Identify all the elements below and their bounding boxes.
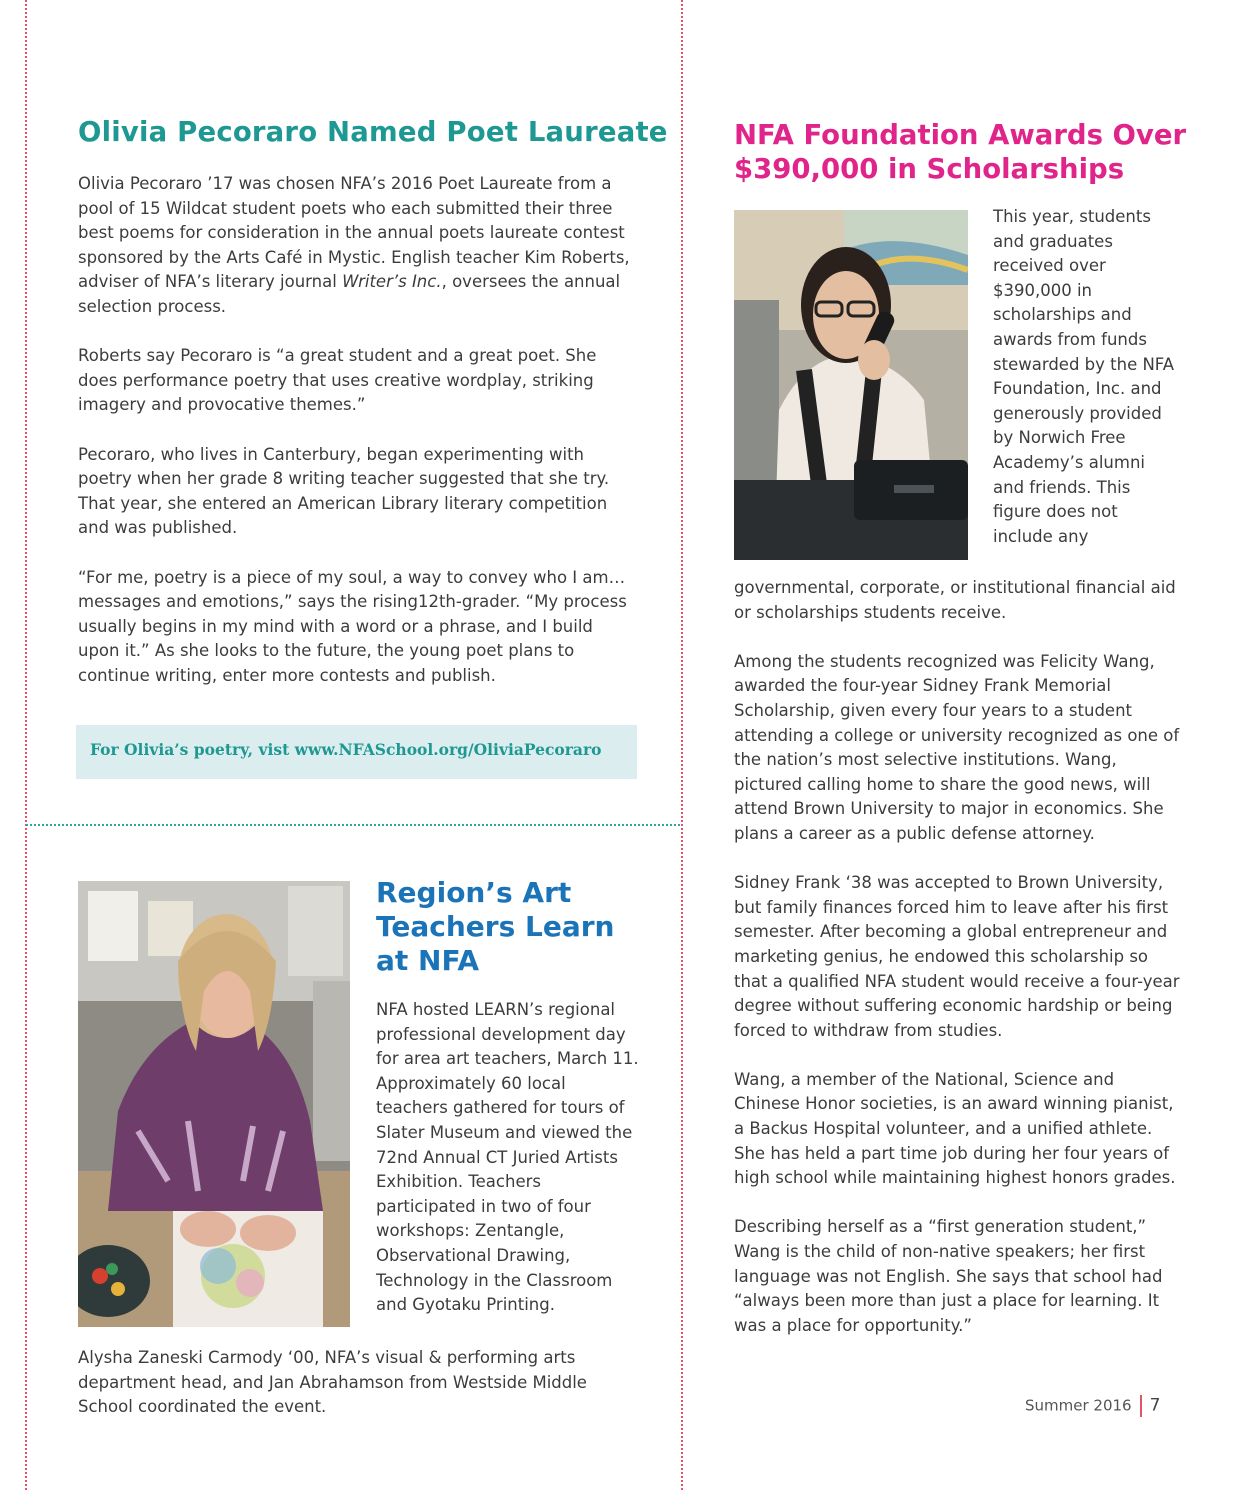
olivia-article-body [78, 172, 638, 713]
region-article-paragraph-2: Alysha Zaneski Carmody ‘00, NFA’s visual & performing arts department head, and Jan Abrahamson from Westside Middle School coordinated the event. [78, 1348, 587, 1417]
footer-divider [1140, 1395, 1142, 1417]
olivia-paragraph-1 [78, 172, 638, 320]
region-article-title: Region’s Art Teachers Learn at NFA [376, 876, 615, 977]
poetry-link-callout [76, 725, 637, 779]
nfa-paragraph-1-continued: governmental, corporate, or institutional financial aid or scholarships students receive. [734, 578, 1176, 622]
section-divider-dotted-rule [26, 824, 680, 826]
art-teacher-photo [78, 881, 350, 1327]
felicity-wang-photo [734, 210, 968, 560]
olivia-paragraph-2: Roberts say Pecoraro is “a great student and a great poet. She does performance poetry that uses creative wordplay, striking imagery and provocative themes.” [78, 346, 597, 415]
olivia-paragraph-3: Pecoraro, who lives in Canterbury, began experimenting with poetry when her grade 8 writing teacher suggested that she try. That year, she entered an American Library literary competition and was published. [78, 444, 610, 538]
olivia-p1-text: Olivia Pecoraro ’17 was chosen NFA’s 2016 Poet Laureate from a pool of 15 Wildcat student poets who each submitted their three best poems for consideration in the annual poets laureate contest sponsored by the Arts Café in Mystic. English teacher Kim Roberts, adviser of NFA’s literary journal [78, 174, 630, 292]
olivia-paragraph-4: “For me, poetry is a piece of my soul, a way to convey who I am… messages and emotions,” says the rising12th-grader. “My process usually begins in my mind with a word or a phrase, and I build upon it.” As she looks to the future, the young poet plans to continue writing, enter more contests and publish. [78, 567, 627, 685]
nfa-article-body [734, 576, 1184, 1363]
nfa-paragraph-4: Wang, a member of the National, Science and Chinese Honor societies, is an award winning pianist, a Backus Hospital volunteer, and a unified athlete. She has held a part time job during her four years of high school while maintaining highest honors grades. [734, 1069, 1176, 1188]
page-number: 7 [1149, 1395, 1161, 1416]
olivia-p1-text-end: , oversees the annual selection process. [78, 272, 621, 316]
nfa-paragraph-1-wrapped: This year, students and graduates received over $390,000 in scholarships and awards from funds stewarded by the NFA Foundation, Inc. and generously provided by Norwich Free Academy’s alumni and friends. This figure does not include any [993, 207, 1175, 546]
olivia-article-title: Olivia Pecoraro Named Poet Laureate [78, 116, 668, 148]
poetry-link-text[interactable]: For Olivia’s poetry, vist www.NFASchool.org/OliviaPecoraro [90, 740, 602, 759]
left-margin-dotted-rule [25, 0, 27, 1490]
nfa-paragraph-3: Sidney Frank ‘38 was accepted to Brown University, but family finances forced him to leave after his first semester. After becoming a global entrepreneur and marketing genius, he endowed this scholarship so that a qualified NFA student would receive a four-year degree without suffering economic hardship or being forced to withdraw from studies. [734, 873, 1180, 1040]
nfa-paragraph-5: Describing herself as a “first generation student,” Wang is the child of non-native speakers; her first language was not English. She says that school had “always been more than just a place for learning. It was a place for opportunity.” [734, 1217, 1163, 1335]
page-footer [1025, 1395, 1160, 1417]
journal-title: Writer’s Inc. [342, 272, 442, 292]
region-article-paragraph-1: NFA hosted LEARN’s regional professional development day for area art teachers, March 11. Approximately 60 local teachers gathered for tours of Slater Museum and viewed the 72nd Annual CT Juried Artists Exhibition. Teachers participated in two of four workshops: Zentangle, Observational Drawing, Technology in the Classroom and Gyotaku Printing. [376, 1000, 639, 1315]
column-divider-dotted-rule [681, 0, 683, 1490]
nfa-article-title: NFA Foundation Awards Over $390,000 in Scholarships [734, 119, 1187, 185]
issue-label: Summer 2016 [1025, 1396, 1132, 1415]
nfa-paragraph-2: Among the students recognized was Felicity Wang, awarded the four-year Sidney Frank Memorial Scholarship, given every four years to a student attending a college or university recognized as one of the nation’s most selective institutions. Wang, pictured calling home to share the good news, will attend Brown University to major in economics. She plans a career as a public defense attorney. [734, 651, 1180, 843]
